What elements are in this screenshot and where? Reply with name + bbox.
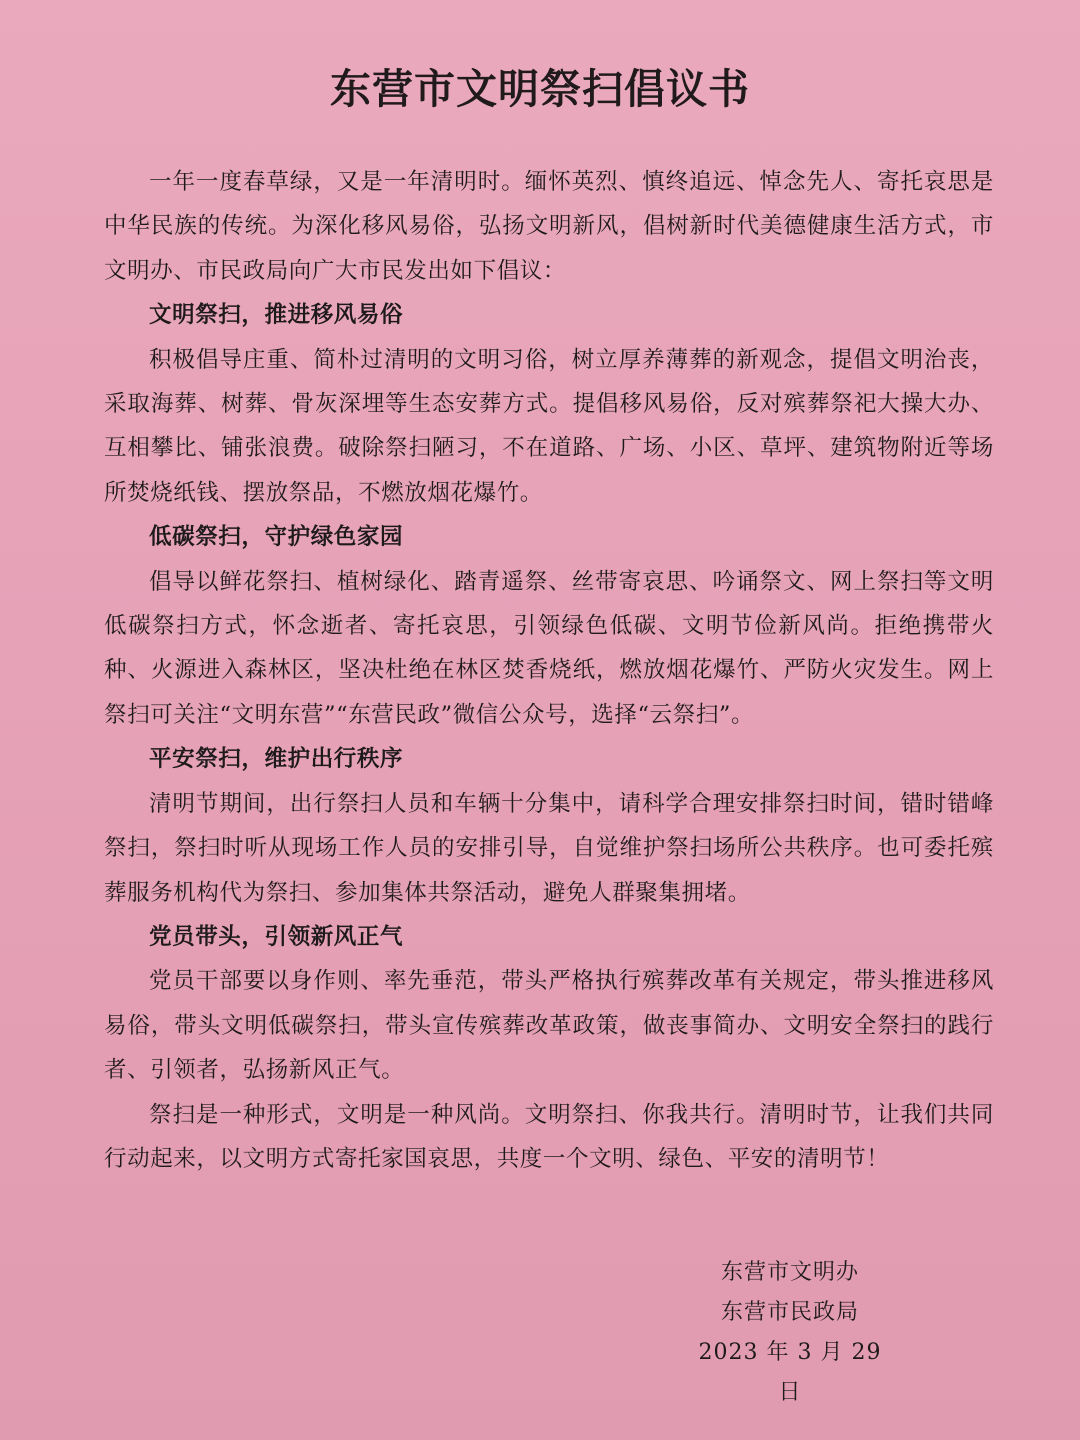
document-title: 东营市文明祭扫倡议书 xyxy=(330,65,750,113)
section-body-party-members: 党员干部要以身作则、率先垂范，带头严格执行殡葬改革有关规定，带头推进移风易俗，带头文明低碳祭扫，带头宣传殡葬改革政策，做丧事简办、文明安全祭扫的践行者、引领者，弘扬新风正气。 xyxy=(104,968,994,1084)
section-heading-party-members: 党员带头，引领新风正气 xyxy=(149,923,404,950)
signature-date: 2023 年 3 月 29 日 xyxy=(698,1340,882,1405)
section-body-safety: 清明节期间，出行祭扫人员和车辆十分集中，请科学合理安排祭扫时间，错时错峰祭扫，祭扫时听从现场工作人员的安排引导，自觉维护祭扫场所公共秩序。也可委托殡葬服务机构代为祭扫、参加集体共祭活动，避免人群聚集拥堵。 xyxy=(104,790,994,906)
section-body-low-carbon: 倡导以鲜花祭扫、植树绿化、踏青遥祭、丝带寄哀思、吟诵祭文、网上祭扫等文明低碳祭扫方式，怀念逝者、寄托哀思，引领绿色低碳、文明节俭新风尚。拒绝携带火种、火源进入森林区，坚决杜绝在林区焚香烧纸，燃放烟花爆竹、严防火灾发生。网上祭扫可关注“文明东营”“东营民政”微信公众号，选择“云祭扫”。 xyxy=(104,568,994,728)
intro-paragraph: 一年一度春草绿，又是一年清明时。缅怀英烈、慎终追远、悼念先人、寄托哀思是中华民族的传统。为深化移风易俗，弘扬文明新风，倡树新时代美德健康生活方式，市文明办、市民政局向广大市民发出如下倡议： xyxy=(104,169,994,284)
signature-org-civil-affairs-bureau: 东营市民政局 xyxy=(720,1300,859,1325)
section-heading-low-carbon: 低碳祭扫，守护绿色家园 xyxy=(149,524,404,551)
section-heading-safety: 平安祭扫，维护出行秩序 xyxy=(149,746,404,773)
signature-org-civilization-office: 东营市文明办 xyxy=(720,1260,859,1285)
document-body xyxy=(104,160,994,1181)
closing-paragraph: 祭扫是一种形式，文明是一种风尚。文明祭扫、你我共行。清明时节，让我们共同行动起来，以文明方式寄托家国哀思，共度一个文明、绿色、平安的清明节！ xyxy=(104,1101,994,1172)
section-heading-civilized: 文明祭扫，推进移风易俗 xyxy=(149,302,404,329)
section-body-civilized: 积极倡导庄重、简朴过清明的文明习俗，树立厚养薄葬的新观念，提倡文明治丧，采取海葬、树葬、骨灰深埋等生态安葬方式。提倡移风易俗，反对殡葬祭祀大操大办、互相攀比、铺张浪费。破除祭扫陋习，不在道路、广场、小区、草坪、建筑物附近等场所焚烧纸钱、摆放祭品，不燃放烟花爆竹。 xyxy=(104,346,994,506)
signature-block xyxy=(690,1253,890,1413)
